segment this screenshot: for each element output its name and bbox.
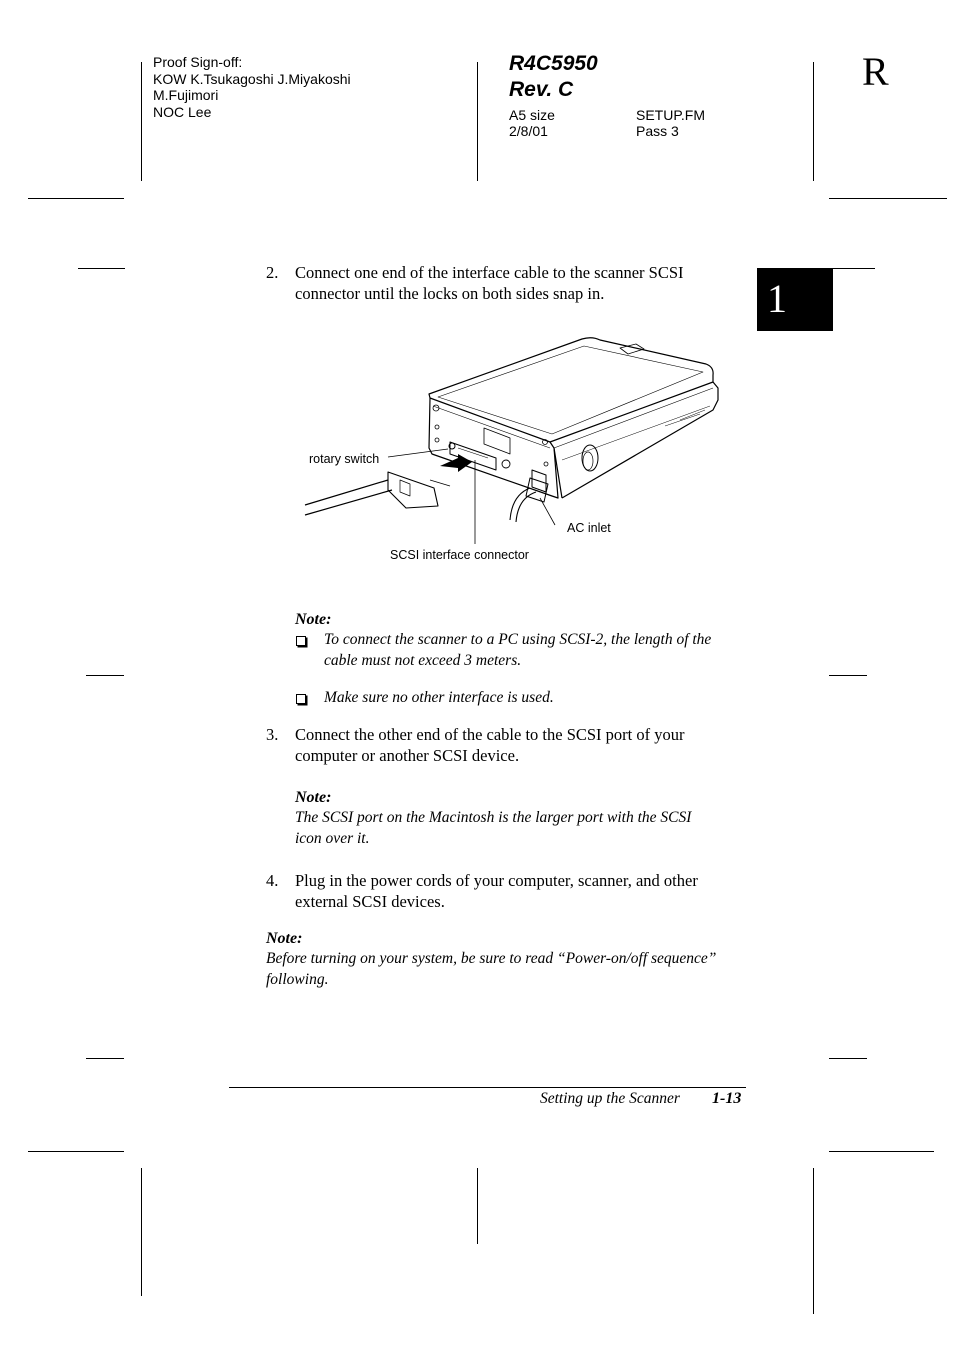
step-text-line: connector until the locks on both sides snap in.: [295, 284, 605, 303]
note-line: The SCSI port on the Macintosh is the larger port with the SCSI: [295, 809, 692, 826]
model-number: R4C5950: [509, 52, 598, 75]
crop-mark: [78, 268, 125, 269]
step-2: [266, 262, 746, 304]
crop-mark: [141, 62, 142, 181]
crop-mark: [829, 198, 947, 199]
crop-mark: [477, 62, 478, 181]
scanner-illustration: [300, 330, 740, 570]
note-bullet-line: To connect the scanner to a PC using SCSI-2, the length of the: [324, 631, 712, 648]
note-3: [266, 929, 756, 990]
crop-mark: [86, 1058, 124, 1059]
note-1: [295, 610, 755, 709]
page-number: 1-13: [712, 1090, 742, 1107]
step-text-line: Connect the other end of the cable to the SCSI port of your: [295, 725, 685, 744]
note-title: Note:: [295, 789, 332, 806]
footer-rule: [229, 1087, 746, 1088]
note-bullet: [295, 630, 755, 671]
step-text-line: Connect one end of the interface cable to the scanner SCSI: [295, 263, 684, 282]
note-title: Note:: [295, 611, 332, 628]
step-number: 2.: [266, 263, 279, 282]
crop-mark: [28, 1151, 124, 1152]
step-text-line: Plug in the power cords of your computer, scanner, and other: [295, 871, 698, 890]
crop-mark: [813, 62, 814, 181]
crop-mark: [477, 1168, 478, 1244]
crop-mark: [829, 268, 875, 269]
step-number: 3.: [266, 725, 279, 744]
proof-line: M.Fujimori: [153, 87, 219, 103]
crop-mark: [813, 1168, 814, 1314]
step-number: 4.: [266, 871, 279, 890]
doc-date: 2/8/01: [509, 123, 548, 139]
scsi-plug: [388, 472, 438, 508]
doc-pass: Pass 3: [636, 123, 679, 139]
checkbox-bullet-icon: [296, 694, 306, 704]
note-2: [295, 788, 755, 849]
checkbox-bullet-icon: [296, 636, 306, 646]
chapter-number: 1: [767, 276, 787, 321]
proof-line: KOW K.Tsukagoshi J.Miyakoshi: [153, 70, 351, 87]
doc-size: A5 size: [509, 107, 555, 123]
doc-file: SETUP.FM: [636, 107, 705, 123]
note-bullet-line: Make sure no other interface is used.: [324, 689, 554, 706]
note-bullet-line: cable must not exceed 3 meters.: [324, 651, 522, 669]
corner-mark: R: [862, 49, 889, 94]
step-text-line: computer or another SCSI device.: [295, 746, 520, 765]
crop-mark: [141, 1168, 142, 1296]
chapter-tab: [757, 268, 833, 331]
step-4: [266, 870, 756, 912]
step-3: [266, 724, 746, 766]
scsi-cable: [305, 480, 392, 515]
note-title: Note:: [266, 930, 303, 947]
note-line: following.: [266, 970, 329, 988]
model-heading: [509, 51, 598, 103]
note-bullet: [295, 688, 755, 709]
crop-mark: [829, 1058, 867, 1059]
leader-ac-inlet: [540, 498, 555, 525]
note-line: icon over it.: [295, 829, 370, 847]
footer-section: Setting up the Scanner: [540, 1090, 680, 1107]
crop-mark: [829, 675, 867, 676]
power-cord: [510, 488, 536, 522]
power-plug: [526, 478, 548, 502]
label-ac-inlet: AC inlet: [567, 521, 611, 535]
crop-mark: [829, 1151, 934, 1152]
note-line: Before turning on your system, be sure to read “Power-on/off sequence”: [266, 950, 717, 967]
revision: Rev. C: [509, 78, 574, 101]
proof-line: Proof Sign-off:: [153, 54, 243, 70]
crop-mark: [86, 675, 124, 676]
step-text-line: external SCSI devices.: [295, 892, 445, 911]
label-scsi-connector: SCSI interface connector: [390, 548, 529, 562]
crop-mark: [28, 198, 124, 199]
insert-arrow: [440, 454, 472, 472]
proof-signoff: [153, 54, 351, 120]
label-rotary-switch: rotary switch: [309, 452, 380, 466]
proof-line: NOC Lee: [153, 103, 212, 120]
leader-rotary-switch: [388, 449, 448, 457]
